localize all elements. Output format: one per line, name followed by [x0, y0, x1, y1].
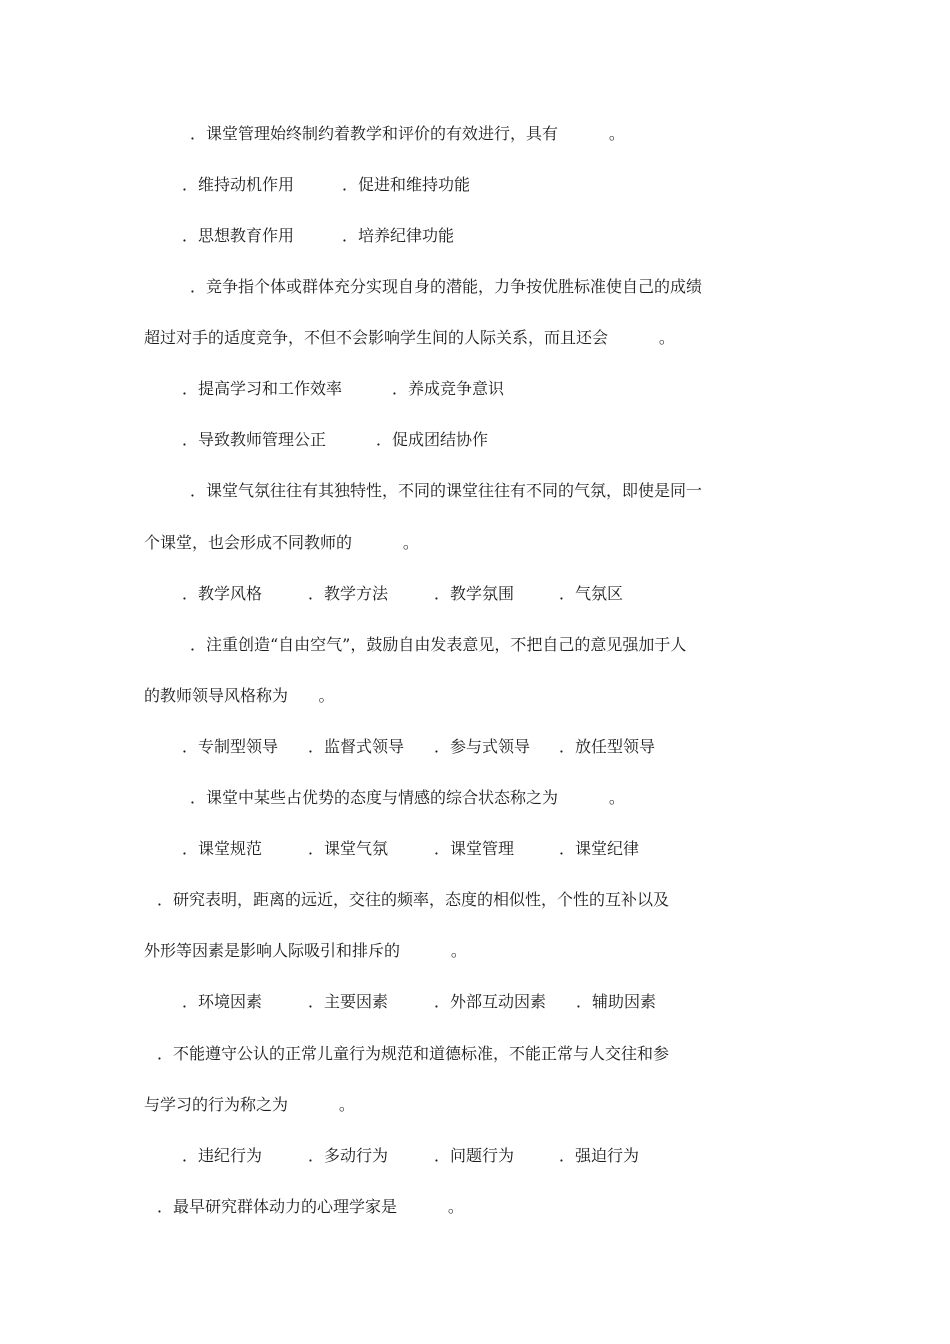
option-a: ．教学风格: [182, 584, 263, 603]
option-a: ．环境因素: [182, 992, 263, 1011]
option-c: ．外部互动因素: [434, 992, 547, 1011]
question-stem: ．课堂中某些占优势的态度与情感的综合状态称之为 。: [190, 788, 625, 807]
option-d: ．促成团结协作: [376, 430, 489, 449]
question-stem-cont: 超过对手的适度竞争，不但不会影响学生间的人际关系，而且还会 。: [144, 328, 675, 347]
option-b: ．监督式领导: [308, 737, 405, 756]
option-b: ．教学方法: [308, 584, 389, 603]
option-d: ．辅助因素: [576, 992, 657, 1011]
question-stem: ．课堂管理始终制约着教学和评价的有效进行，具有 。: [190, 124, 625, 143]
question-stem-cont: 个课堂，也会形成不同教师的 。: [144, 533, 419, 552]
question-stem: ．不能遵守公认的正常儿童行为规范和道德标准，不能正常与人交往和参: [157, 1044, 670, 1063]
option-d: ．培养纪律功能: [342, 226, 455, 245]
option-a: ．提高学习和工作效率: [182, 379, 343, 398]
question-stem: ．竞争指个体或群体充分实现自身的潜能，力争按优胜标准使自己的成绩: [190, 277, 703, 296]
option-c: ．思想教育作用: [182, 226, 295, 245]
option-a: ．违纪行为: [182, 1146, 263, 1165]
option-c: ．导致教师管理公正: [182, 430, 327, 449]
question-stem-cont: 与学习的行为称之为 。: [144, 1095, 355, 1114]
question-stem: ．注重创造“自由空气”，鼓励自由发表意见，不把自己的意见强加于人: [190, 635, 687, 654]
option-a: ．维持动机作用: [182, 175, 295, 194]
option-b: ．多动行为: [308, 1146, 389, 1165]
question-stem: ．研究表明，距离的远近，交往的频率，态度的相似性，个性的互补以及: [157, 890, 670, 909]
option-c: ．教学氛围: [434, 584, 515, 603]
option-a: ．课堂规范: [182, 839, 263, 858]
option-b: ．主要因素: [308, 992, 389, 1011]
option-d: ．强迫行为: [559, 1146, 640, 1165]
option-c: ．参与式领导: [434, 737, 531, 756]
option-c: ．问题行为: [434, 1146, 515, 1165]
option-d: ．课堂纪律: [559, 839, 640, 858]
option-d: ．放任型领导: [559, 737, 656, 756]
question-stem: ．课堂气氛往往有其独特性，不同的课堂往往有不同的气氛，即使是同一: [190, 481, 703, 500]
option-b: ．养成竞争意识: [392, 379, 505, 398]
option-c: ．课堂管理: [434, 839, 515, 858]
option-a: ．专制型领导: [182, 737, 279, 756]
option-d: ．气氛区: [559, 584, 624, 603]
question-stem-cont: 外形等因素是影响人际吸引和排斥的 。: [144, 941, 467, 960]
option-b: ．促进和维持功能: [342, 175, 471, 194]
question-stem: ．最早研究群体动力的心理学家是 。: [157, 1197, 464, 1216]
option-b: ．课堂气氛: [308, 839, 389, 858]
question-stem-cont: 的教师领导风格称为 。: [144, 686, 335, 705]
